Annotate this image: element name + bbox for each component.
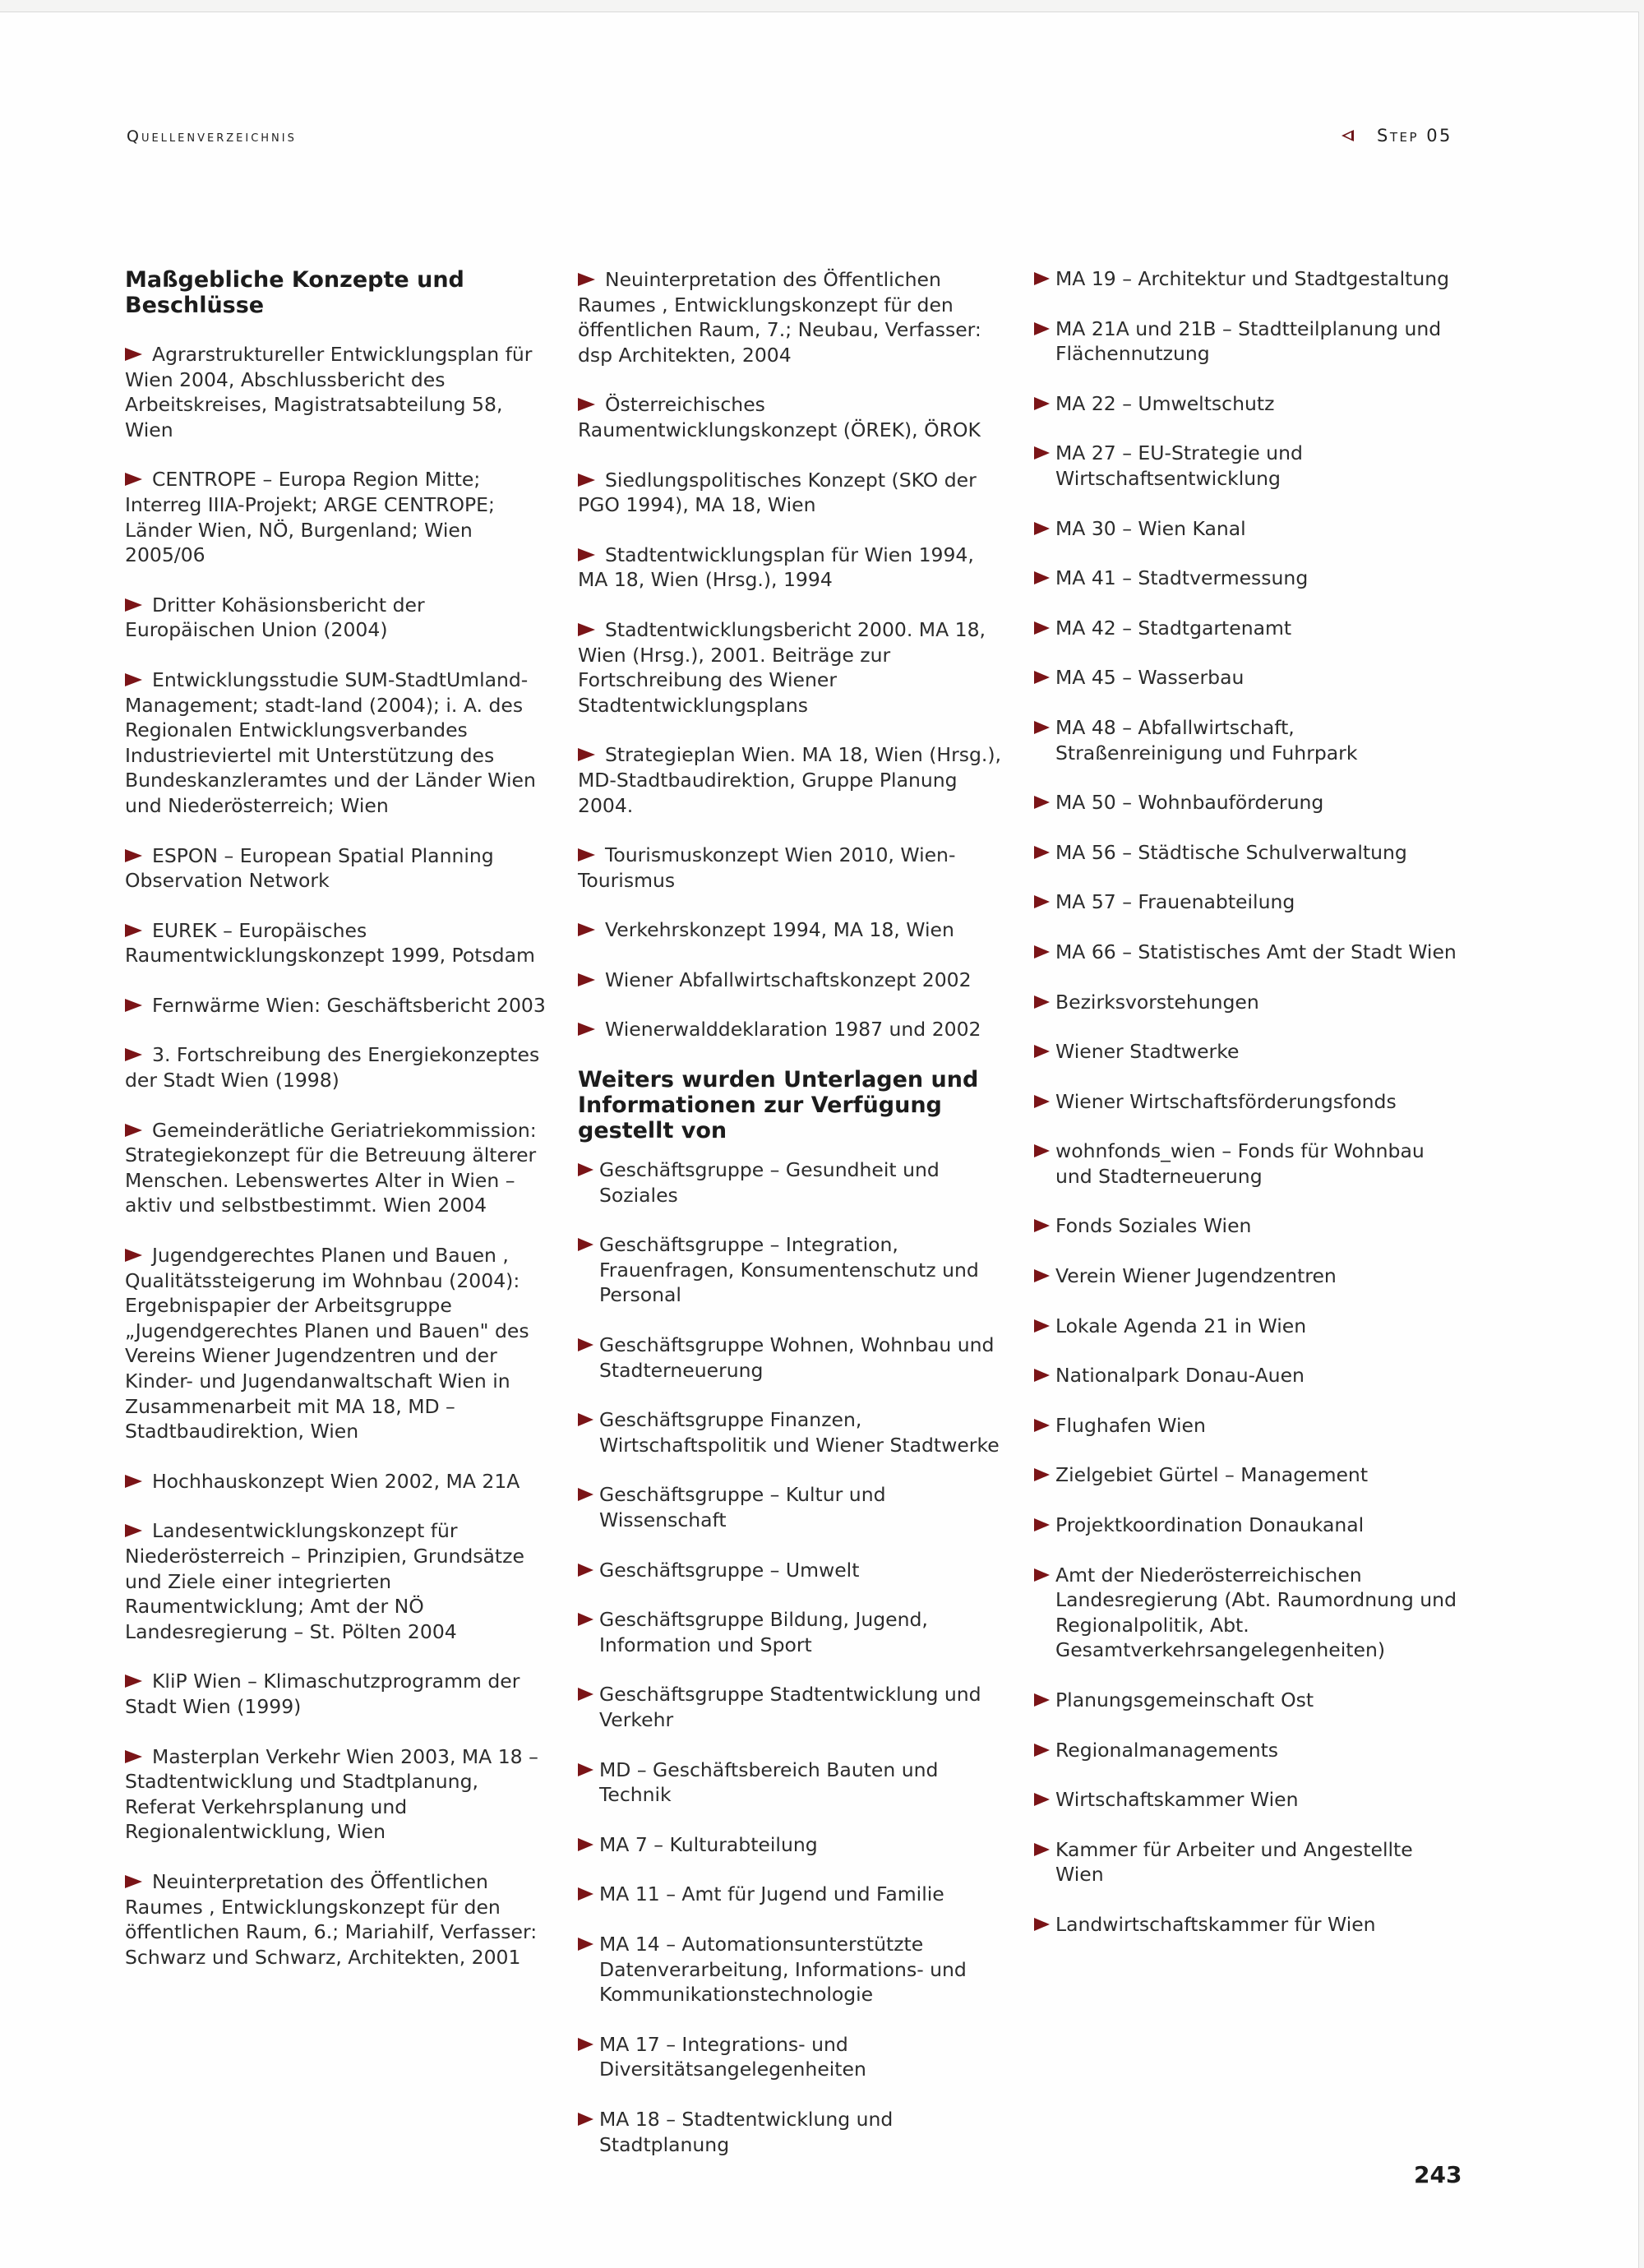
list-item-text: Landesentwicklungskonzept für Niederösterreich – Prinzipien, Grundsätze und Ziele einer integrierten Raumentwicklung; Amt der NÖ Landesregierung – St. Pölten 2004	[125, 1519, 524, 1643]
list-item-text: Stadtentwicklungsplan für Wien 1994, MA 18, Wien (Hrsg.), 1994	[578, 543, 974, 592]
list-item	[578, 392, 1004, 442]
list-item-text: Agrarstruktureller Entwicklungsplan für Wien 2004, Abschlussbericht des Arbeitskreises, Magistratsabteilung 58, Wien	[125, 343, 533, 441]
triangle-bullet-icon	[578, 398, 595, 411]
list-item	[578, 1232, 1004, 1308]
list-item	[578, 742, 1004, 818]
running-head-step	[1342, 126, 1452, 146]
list-item-text: Fernwärme Wien: Geschäftsbericht 2003	[152, 993, 546, 1017]
list-item-text: KliP Wien – Klimaschutzprogramm der Stadt Wien (1999)	[125, 1670, 520, 1718]
list-item-text: MA 41 – Stadtvermessung	[1055, 566, 1309, 590]
triangle-bullet-icon	[125, 849, 142, 862]
list-item	[578, 1882, 1004, 1907]
document-page	[0, 12, 1639, 2268]
triangle-bullet-icon	[578, 1688, 593, 1701]
triangle-bullet-icon	[578, 748, 595, 761]
list-item	[1034, 1513, 1462, 1538]
step-label: Step 05	[1377, 126, 1452, 146]
triangle-bullet-icon	[578, 273, 595, 286]
list-item	[1034, 1738, 1462, 1763]
triangle-bullet-icon	[1034, 446, 1050, 460]
list-item-text: Geschäftsgruppe – Integration, Frauenfragen, Konsumentenschutz und Personal	[599, 1233, 979, 1307]
triangle-bullet-icon	[125, 1674, 142, 1688]
list-item	[1034, 715, 1462, 765]
list-item	[578, 1832, 1004, 1858]
triangle-bullet-icon	[125, 673, 142, 686]
triangle-bullet-icon	[1034, 1468, 1050, 1481]
triangle-bullet-icon	[1034, 322, 1050, 335]
list-item-text: EUREK – Europäisches Raumentwicklungskonzept 1999, Potsdam	[125, 918, 535, 968]
list-item	[578, 1157, 1004, 1208]
triangle-bullet-icon	[1034, 522, 1050, 535]
list-item	[1034, 840, 1462, 866]
triangle-bullet-icon	[125, 1048, 142, 1061]
konzepte-list	[125, 342, 548, 1970]
triangle-bullet-icon	[578, 2113, 593, 2126]
triangle-bullet-icon	[578, 1488, 593, 1501]
triangle-bullet-icon	[125, 348, 142, 361]
triangle-bullet-icon	[1034, 671, 1050, 684]
triangle-bullet-icon	[578, 1887, 593, 1901]
list-item-text: MA 22 – Umweltschutz	[1055, 391, 1275, 415]
provider-list-continued	[1034, 266, 1462, 1938]
list-item-text: Hochhauskonzept Wien 2002, MA 21A	[152, 1469, 520, 1493]
list-item	[1034, 1314, 1462, 1339]
list-item	[578, 543, 1004, 593]
list-item-text: Bezirksvorstehungen	[1055, 990, 1259, 1014]
list-item	[125, 993, 548, 1019]
triangle-bullet-icon	[578, 973, 595, 986]
triangle-bullet-icon	[125, 1475, 142, 1488]
triangle-bullet-icon	[578, 1838, 593, 1851]
list-item-text: MA 19 – Architektur und Stadtgestaltung	[1055, 267, 1450, 290]
triangle-bullet-icon	[578, 548, 595, 561]
list-item-text: MA 14 – Automationsunterstützte Datenverarbeitung, Informations- und Kommunikationstechnologie	[599, 1932, 967, 2007]
list-item	[1034, 1462, 1462, 1488]
list-item	[578, 1607, 1004, 1657]
list-item	[1034, 441, 1462, 491]
list-item	[578, 1333, 1004, 1383]
list-item-text: Amt der Niederösterreichischen Landesregierung (Abt. Raumordnung und Regionalpolitik, Abt. Gesamtverkehrsangelegenheiten)	[1055, 1563, 1457, 1662]
list-item	[1034, 665, 1462, 691]
column-2	[578, 267, 1004, 2182]
section-heading-unterlagen: Weiters wurden Unterlagen und Informationen zur Verfügung gestellt von	[578, 1067, 979, 1144]
list-item-text: Wiener Stadtwerke	[1055, 1040, 1240, 1064]
list-item-text: Gemeinderätliche Geriatriekommission: Strategiekonzept für die Betreuung älterer Menschen. Lebenswertes Alter in Wien – aktiv und selbstbestimmt. Wien 2004	[125, 1118, 537, 1217]
triangle-bullet-icon	[125, 1124, 142, 1137]
list-item	[1034, 790, 1462, 815]
triangle-bullet-icon	[578, 2038, 593, 2051]
list-item	[125, 1744, 548, 1845]
list-item-text: MA 11 – Amt für Jugend und Familie	[599, 1882, 944, 1906]
list-item	[578, 1407, 1004, 1457]
triangle-bullet-icon	[1034, 895, 1050, 908]
list-item-text: CENTROPE – Europa Region Mitte; Interreg IIIA-Projekt; ARGE CENTROPE; Länder Wien, NÖ, Burgenland; Wien 2005/06	[125, 468, 495, 567]
list-item	[578, 1758, 1004, 1808]
list-item-text: MA 17 – Integrations- und Diversitätsangelegenheiten	[599, 2032, 866, 2081]
list-item-text: ESPON – European Spatial Planning Observation Network	[125, 843, 494, 893]
list-item	[1034, 1787, 1462, 1813]
list-item	[125, 1243, 548, 1444]
list-item-text: Wirtschaftskammer Wien	[1055, 1788, 1299, 1812]
triangle-bullet-icon	[578, 1564, 593, 1577]
list-item-text: MA 66 – Statistisches Amt der Stadt Wien	[1055, 940, 1457, 963]
list-item-text: Geschäftsgruppe Wohnen, Wohnbau und Stadterneuerung	[599, 1333, 995, 1382]
triangle-bullet-icon	[578, 848, 595, 861]
list-item	[125, 342, 548, 442]
list-item-text: Geschäftsgruppe Stadtentwicklung und Verkehr	[599, 1683, 981, 1731]
list-item	[1034, 516, 1462, 542]
list-item-text: Regionalmanagements	[1055, 1738, 1279, 1762]
triangle-bullet-icon	[1034, 1568, 1050, 1582]
list-item	[578, 1932, 1004, 2007]
list-item	[125, 1469, 548, 1494]
section-heading-konzepte: Maßgebliche Konzepte und Beschlüsse	[125, 267, 464, 318]
list-item	[578, 1017, 1004, 1042]
triangle-bullet-icon	[578, 1023, 595, 1036]
list-item	[125, 843, 548, 894]
triangle-bullet-icon	[1034, 1693, 1050, 1707]
list-item	[1034, 1563, 1462, 1663]
list-item-text: Zielgebiet Gürtel – Management	[1055, 1463, 1369, 1487]
list-item	[578, 2107, 1004, 2157]
triangle-bullet-icon	[1034, 1369, 1050, 1382]
list-item-text: MA 30 – Wien Kanal	[1055, 516, 1246, 540]
list-item	[1034, 889, 1462, 915]
list-item-text: Stadtentwicklungsbericht 2000. MA 18, Wien (Hrsg.), 2001. Beiträge zur Fortschreibung des Wiener Stadtentwicklungsplans	[578, 617, 986, 717]
triangle-bullet-icon	[578, 1763, 593, 1776]
list-item-text: Wiener Wirtschaftsförderungsfonds	[1055, 1089, 1397, 1113]
triangle-bullet-icon	[1034, 721, 1050, 734]
list-item-text: Verein Wiener Jugendzentren	[1055, 1264, 1337, 1288]
triangle-bullet-icon	[125, 999, 142, 1012]
list-item	[578, 968, 1004, 993]
triangle-bullet-icon	[1034, 1319, 1050, 1333]
list-item-text: 3. Fortschreibung des Energiekonzeptes der Stadt Wien (1998)	[125, 1043, 540, 1092]
list-item	[1034, 1139, 1462, 1189]
triangle-bullet-icon	[125, 1524, 142, 1537]
running-head-section: Quellenverzeichnis	[127, 127, 297, 146]
list-item-text: Geschäftsgruppe – Umwelt	[599, 1558, 860, 1582]
list-item-text: MA 21A und 21B – Stadtteilplanung und Flächennutzung	[1055, 316, 1442, 366]
list-item-text: Jugendgerechtes Planen und Bauen , Qualitätssteigerung im Wohnbau (2004): Ergebnispapier der Arbeitsgruppe „Jugendgerechtes Planen und Bauen" des Vereins Wiener Jugendzentren und der Kinder- und Jugendanwaltschaft Wien in Zusammenarbeit mit MA 18, MD – Stadtbaudirektion, Wien	[125, 1244, 529, 1443]
list-item-text: MA 18 – Stadtentwicklung und Stadtplanung	[599, 2107, 894, 2156]
triangle-bullet-icon	[1034, 1045, 1050, 1058]
list-item-text: Neuinterpretation des Öffentlichen Raumes , Entwicklungskonzept für den öffentlichen Raum, 6.; Mariahilf, Verfasser: Schwarz und Schwarz, Architekten, 2001	[125, 1869, 538, 1969]
list-item	[125, 1518, 548, 1644]
triangle-bullet-icon	[1034, 1793, 1050, 1806]
list-item-text: MA 57 – Frauenabteilung	[1055, 890, 1295, 914]
list-item-text: MD – Geschäftsbereich Bauten und Technik	[599, 1758, 939, 1807]
list-item-text: Projektkoordination Donaukanal	[1055, 1513, 1365, 1537]
list-item-text: Geschäftsgruppe Finanzen, Wirtschaftspolitik und Wiener Stadtwerke	[599, 1408, 1000, 1457]
list-item-text: Lokale Agenda 21 in Wien	[1055, 1314, 1307, 1337]
list-item-text: Geschäftsgruppe – Kultur und Wissenschaft	[599, 1483, 886, 1531]
triangle-bullet-icon	[578, 1413, 593, 1426]
triangle-bullet-icon	[1034, 945, 1050, 958]
list-item	[578, 917, 1004, 943]
list-item	[1034, 316, 1462, 367]
triangle-bullet-icon	[125, 1750, 142, 1763]
list-item-text: Geschäftsgruppe – Gesundheit und Soziales	[599, 1158, 940, 1207]
triangle-bullet-icon	[125, 598, 142, 612]
list-item-text: Flughafen Wien	[1055, 1413, 1206, 1437]
list-item-text: Strategieplan Wien. MA 18, Wien (Hrsg.), MD-Stadtbaudirektion, Gruppe Planung 2004.	[578, 743, 1002, 817]
list-item	[125, 1669, 548, 1719]
list-item	[1034, 1213, 1462, 1239]
triangle-bullet-icon	[578, 1938, 593, 1951]
list-item-text: MA 48 – Abfallwirtschaft, Straßenreinigung und Fuhrpark	[1055, 715, 1358, 764]
list-item-text: MA 50 – Wohnbauförderung	[1055, 791, 1324, 815]
triangle-bullet-icon	[1034, 796, 1050, 809]
list-item	[125, 918, 548, 968]
triangle-bullet-icon	[578, 923, 595, 936]
triangle-bullet-icon	[578, 473, 595, 487]
list-item	[578, 267, 1004, 367]
triangle-bullet-icon	[578, 1163, 593, 1176]
list-item	[125, 467, 548, 567]
triangle-bullet-icon	[125, 1875, 142, 1888]
list-item-text: Planungsgemeinschaft Ost	[1055, 1688, 1314, 1711]
triangle-bullet-icon	[1034, 1843, 1050, 1856]
list-item	[1034, 1688, 1462, 1713]
list-item	[1034, 1912, 1462, 1938]
list-item-text: Österreichisches Raumentwicklungskonzept (ÖREK), ÖROK	[578, 393, 981, 441]
list-item	[578, 2032, 1004, 2082]
list-item-text: Tourismuskonzept Wien 2010, Wien-Tourismus	[578, 843, 956, 892]
triangle-bullet-icon	[1034, 995, 1050, 1009]
list-item	[578, 468, 1004, 518]
triangle-bullet-icon	[1034, 1518, 1050, 1531]
list-item-text: Verkehrskonzept 1994, MA 18, Wien	[605, 918, 954, 942]
list-item-text: Kammer für Arbeiter und Angestellte Wien	[1055, 1837, 1413, 1887]
triangle-bullet-icon	[1034, 1269, 1050, 1282]
list-item	[578, 1682, 1004, 1732]
list-item	[578, 1558, 1004, 1583]
provider-list	[578, 1157, 1004, 2157]
triangle-bullet-icon	[1034, 1219, 1050, 1232]
page-number: 243	[1414, 2161, 1462, 2188]
triangle-bullet-icon	[1034, 1744, 1050, 1757]
list-item	[125, 593, 548, 643]
list-item	[125, 1118, 548, 1218]
list-item	[1034, 391, 1462, 417]
list-item	[1034, 1363, 1462, 1388]
list-item	[1034, 990, 1462, 1015]
triangle-bullet-icon	[1034, 1144, 1050, 1157]
triangle-bullet-icon	[1034, 1095, 1050, 1108]
list-item	[578, 617, 1004, 718]
list-item-text: Masterplan Verkehr Wien 2003, MA 18 – Stadtentwicklung und Stadtplanung, Referat Verkehrsplanung und Regionalentwicklung, Wien	[125, 1744, 538, 1844]
triangle-bullet-icon	[1034, 1419, 1050, 1432]
list-item-text: Nationalpark Donau-Auen	[1055, 1364, 1305, 1388]
list-item	[1034, 1089, 1462, 1115]
list-item-text: Wienerwalddeklaration 1987 und 2002	[605, 1018, 981, 1042]
list-item	[1034, 940, 1462, 965]
list-item	[578, 1482, 1004, 1532]
list-item-text: Geschäftsgruppe Bildung, Jugend, Information und Sport	[599, 1608, 928, 1656]
triangle-bullet-icon	[578, 1238, 593, 1251]
column-3	[1034, 266, 1462, 1962]
list-item-text: Entwicklungsstudie SUM-StadtUmland-Management; stadt-land (2004); i. A. des Regionalen Entwicklungsverbandes Industrieviertel mit Unterstützung des Bundeskanzleramtes und der Länder Wien und Niederösterreich; Wien	[125, 667, 536, 817]
list-item-text: wohnfonds_wien – Fonds für Wohnbau und Stadterneuerung	[1055, 1139, 1425, 1188]
triangle-bullet-icon	[1034, 1918, 1050, 1931]
konzepte-list-continued	[578, 267, 1004, 1042]
list-item-text: Fonds Soziales Wien	[1055, 1214, 1252, 1238]
list-item-text: MA 45 – Wasserbau	[1055, 666, 1245, 690]
triangle-bullet-icon	[578, 1338, 593, 1351]
list-item	[1034, 616, 1462, 641]
column-1	[125, 267, 548, 1994]
list-item-text: MA 7 – Kulturabteilung	[599, 1832, 818, 1856]
list-item	[125, 667, 548, 819]
triangle-bullet-icon	[578, 623, 595, 636]
list-item-text: MA 56 – Städtische Schulverwaltung	[1055, 840, 1407, 864]
list-item	[1034, 1263, 1462, 1289]
back-arrow-icon	[1342, 130, 1354, 141]
list-item-text: Siedlungspolitisches Konzept (SKO der PGO 1994), MA 18, Wien	[578, 468, 977, 517]
triangle-bullet-icon	[1034, 846, 1050, 859]
triangle-bullet-icon	[578, 1613, 593, 1626]
list-item-text: MA 42 – Stadtgartenamt	[1055, 616, 1292, 640]
list-item-text: Landwirtschaftskammer für Wien	[1055, 1912, 1376, 1936]
list-item-text: Neuinterpretation des Öffentlichen Raumes , Entwicklungskonzept für den öffentlichen Raum, 7.; Neubau, Verfasser: dsp Architekten, 2004	[578, 268, 981, 367]
list-item-text: Wiener Abfallwirtschaftskonzept 2002	[605, 968, 972, 991]
list-item-text: Dritter Kohäsionsbericht der Europäischen Union (2004)	[125, 593, 425, 642]
list-item	[125, 1042, 548, 1092]
list-item	[1034, 566, 1462, 591]
list-item	[1034, 1413, 1462, 1439]
list-item	[1034, 266, 1462, 292]
list-item	[1034, 1039, 1462, 1065]
triangle-bullet-icon	[1034, 272, 1050, 285]
triangle-bullet-icon	[1034, 571, 1050, 584]
triangle-bullet-icon	[125, 473, 142, 486]
list-item	[125, 1869, 548, 1970]
list-item	[578, 843, 1004, 893]
triangle-bullet-icon	[125, 924, 142, 937]
list-item	[1034, 1837, 1462, 1887]
triangle-bullet-icon	[125, 1249, 142, 1262]
list-item-text: MA 27 – EU-Strategie und Wirtschaftsentwicklung	[1055, 441, 1303, 490]
triangle-bullet-icon	[1034, 397, 1050, 410]
triangle-bullet-icon	[1034, 621, 1050, 635]
